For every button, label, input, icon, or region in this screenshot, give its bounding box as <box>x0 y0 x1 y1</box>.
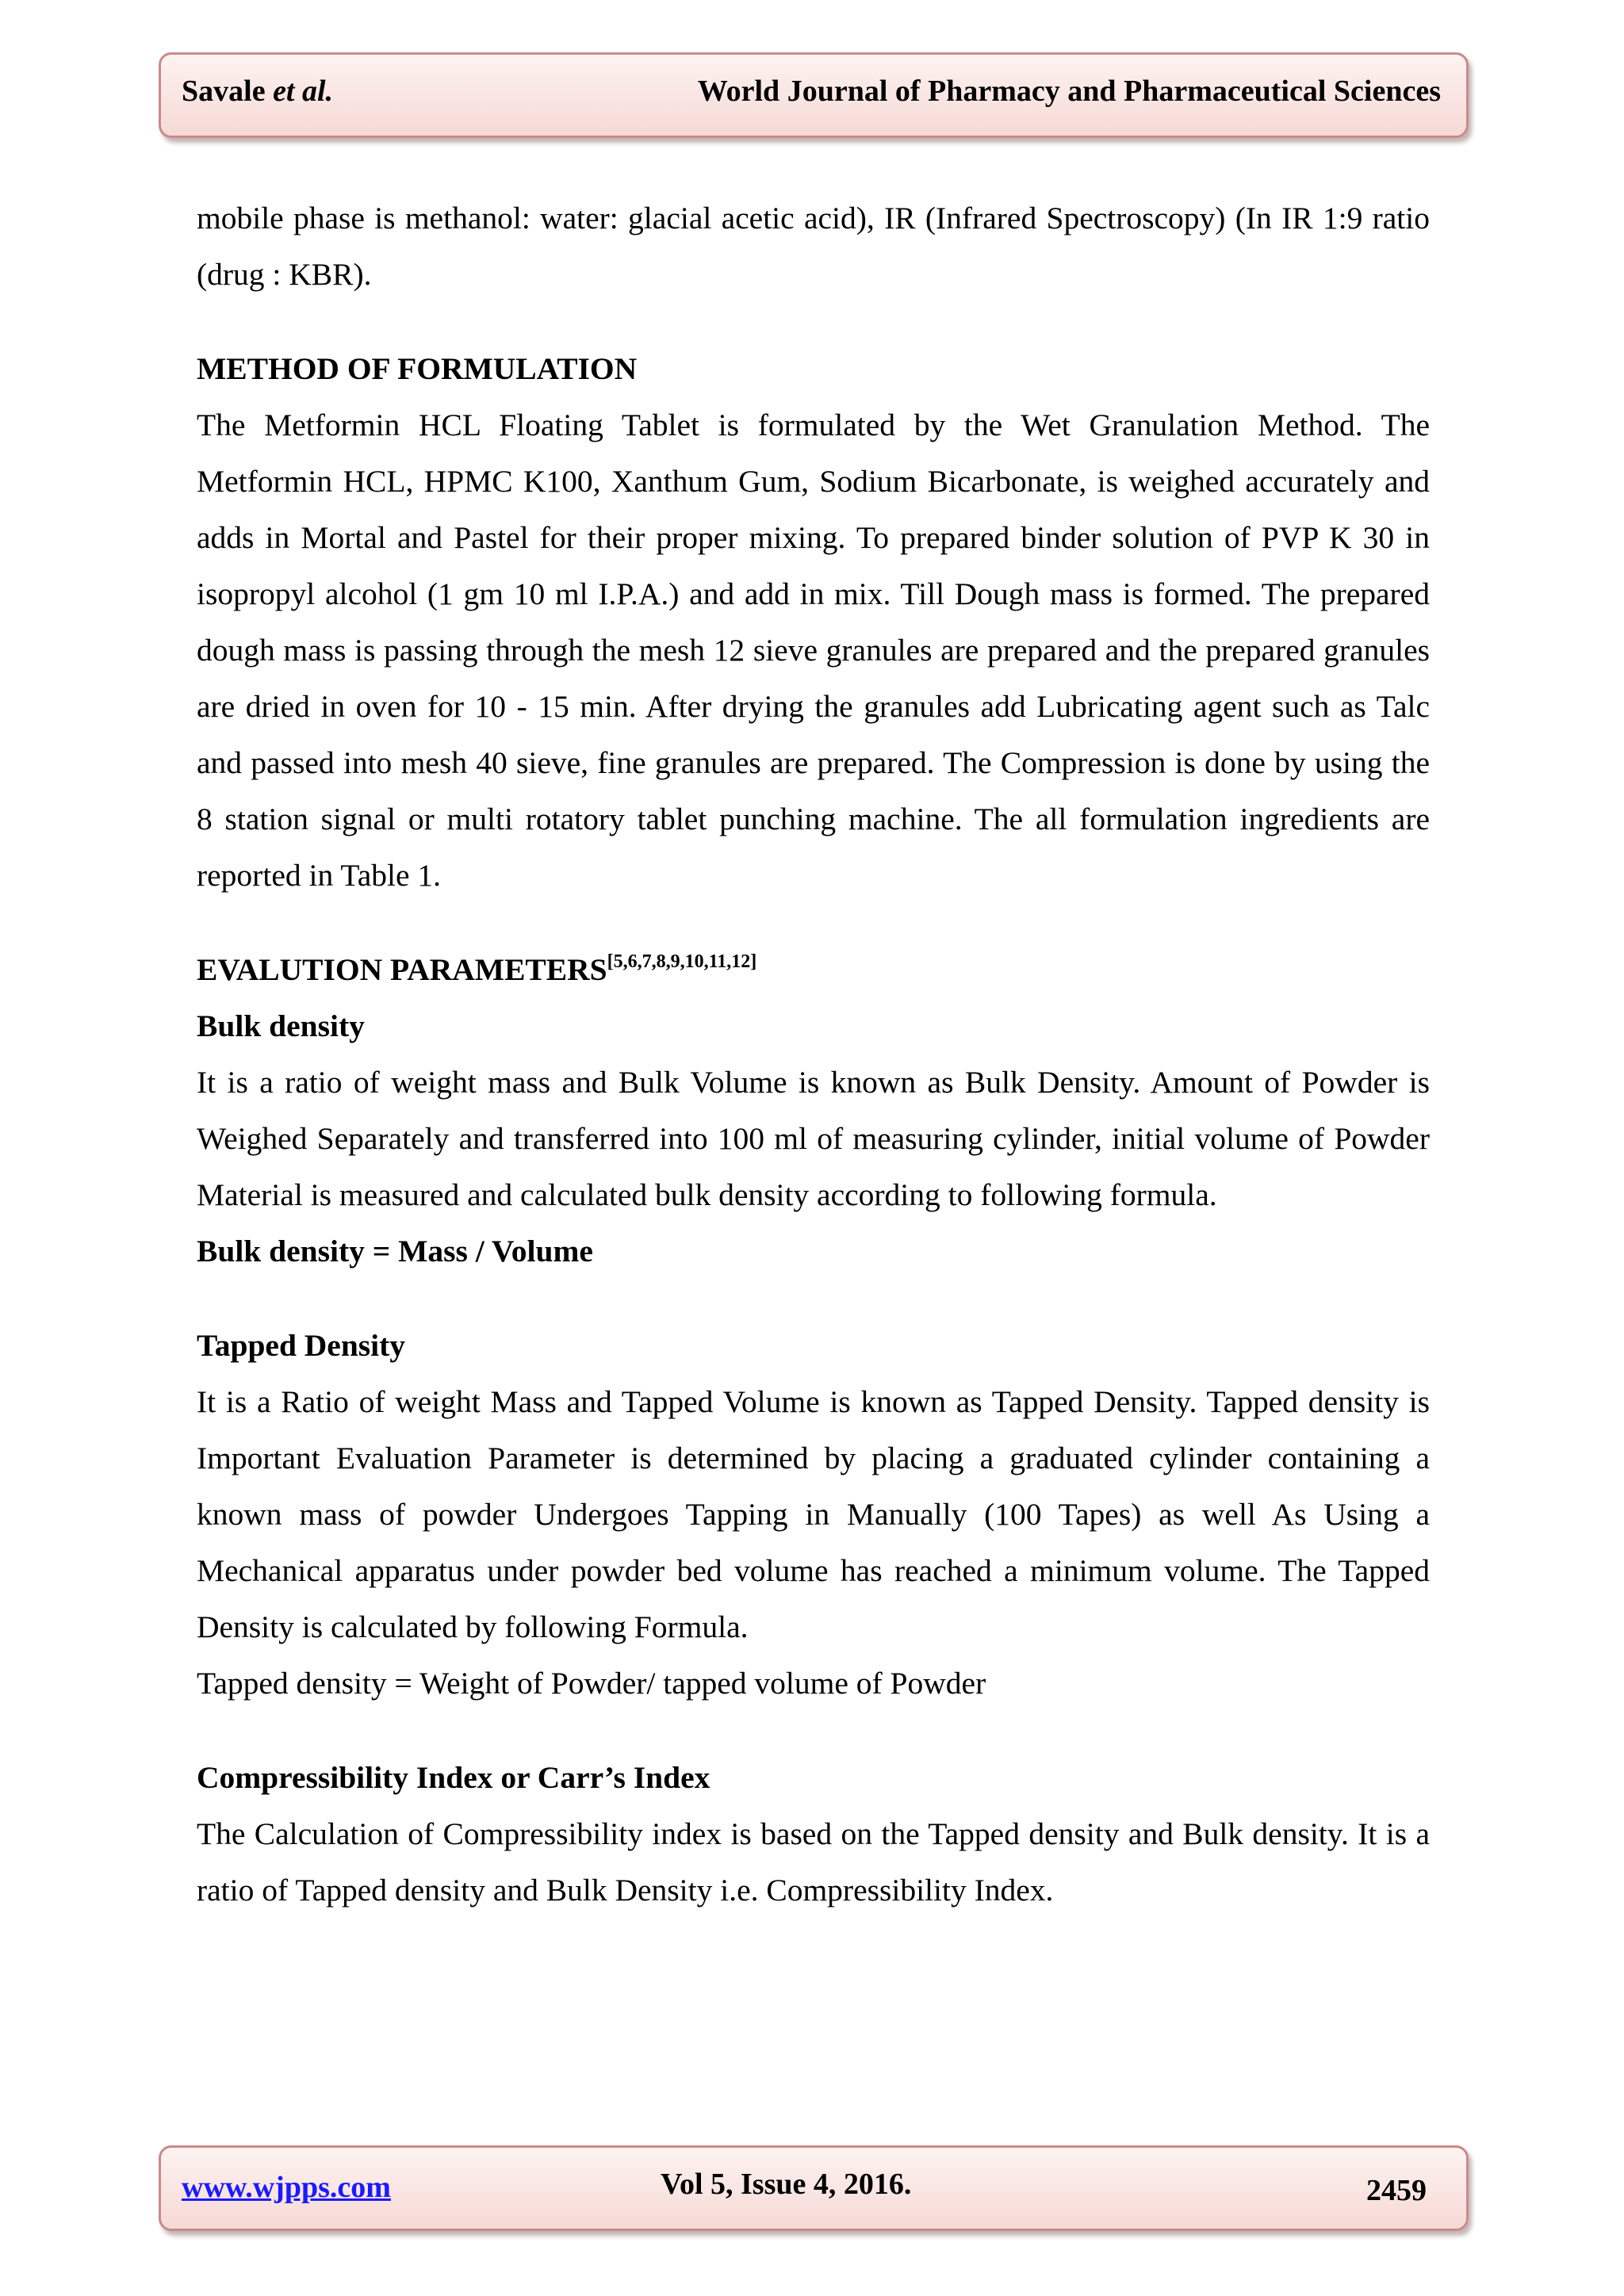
tapped-density-formula: Tapped density = Weight of Powder/ tapped volume of Powder <box>197 1666 986 1701</box>
bulk-density-paragraph: It is a ratio of weight mass and Bulk Volume is known as Bulk Density. Amount of Powder is Weighed Separately and transferred into 100 ml of measuring cylinder, initial volume of Powder Material is measured and calculated bulk density according to following formula. <box>197 1065 1430 1212</box>
volume-issue: Vol 5, Issue 4, 2016. <box>661 2168 912 2201</box>
evaluation-heading <box>197 942 1430 998</box>
article-body <box>197 190 1430 1919</box>
method-paragraph: The Metformin HCL Floating Tablet is formulated by the Wet Granulation Method. The Metformin HCL, HPMC K100, Xanthum Gum, Sodium Bicarbonate, is weighed accurately and adds in Mortal and Pastel for their proper mixing. To prepared binder solution of PVP K 30 in isopropyl alcohol (1 gm 10 ml I.P.A.) and add in mix. Till Dough mass is formed. The prepared dough mass is passing through the mesh 12 sieve granules are prepared and the prepared granules are dried in oven for 10 - 15 min. After drying the granules add Lubricating agent such as Talc and passed into mesh 40 sieve, fine granules are prepared. The Compression is done by using the 8 station signal or multi rotatory tablet punching machine. The all formulation ingredients are reported in Table 1. <box>197 408 1430 893</box>
carr-index-paragraph: The Calculation of Compressibility index is based on the Tapped density and Bulk density. It is a ratio of Tapped density and Bulk Density i.e. Compressibility Index. <box>197 1816 1430 1908</box>
tapped-density-heading: Tapped Density <box>197 1328 406 1363</box>
method-heading: METHOD OF FORMULATION <box>197 351 638 386</box>
running-footer <box>159 2145 1469 2231</box>
website-link[interactable]: www.wjpps.com <box>182 2171 391 2204</box>
intro-paragraph: mobile phase is methanol: water: glacial acetic acid), IR (Infrared Spectroscopy) (In IR 1:9 ratio (drug : KBR). <box>197 201 1430 292</box>
bulk-density-heading: Bulk density <box>197 1008 365 1043</box>
page-number: 2459 <box>1366 2174 1427 2207</box>
running-header <box>159 52 1469 138</box>
header-et-al: et al. <box>273 75 334 108</box>
header-author: Savale et al. <box>182 75 334 108</box>
tapped-density-paragraph: It is a Ratio of weight Mass and Tapped Volume is known as Tapped Density. Tapped density is Important Evaluation Parameter is determined by placing a graduated cylinder containing a known mass of powder Undergoes Tapping in Manually (100 Tapes) as well As Using a Mechanical apparatus under powder bed volume has reached a minimum volume. The Tapped Density is calculated by following Formula. <box>197 1384 1430 1644</box>
evaluation-heading-text: EVALUTION PARAMETERS <box>197 952 607 987</box>
bulk-density-formula: Bulk density = Mass / Volume <box>197 1234 593 1269</box>
header-journal-title: World Journal of Pharmacy and Pharmaceutical Sciences <box>697 75 1441 108</box>
evaluation-references: [5,6,7,8,9,10,11,12] <box>607 951 757 972</box>
carr-index-heading: Compressibility Index or Carr’s Index <box>197 1760 710 1795</box>
